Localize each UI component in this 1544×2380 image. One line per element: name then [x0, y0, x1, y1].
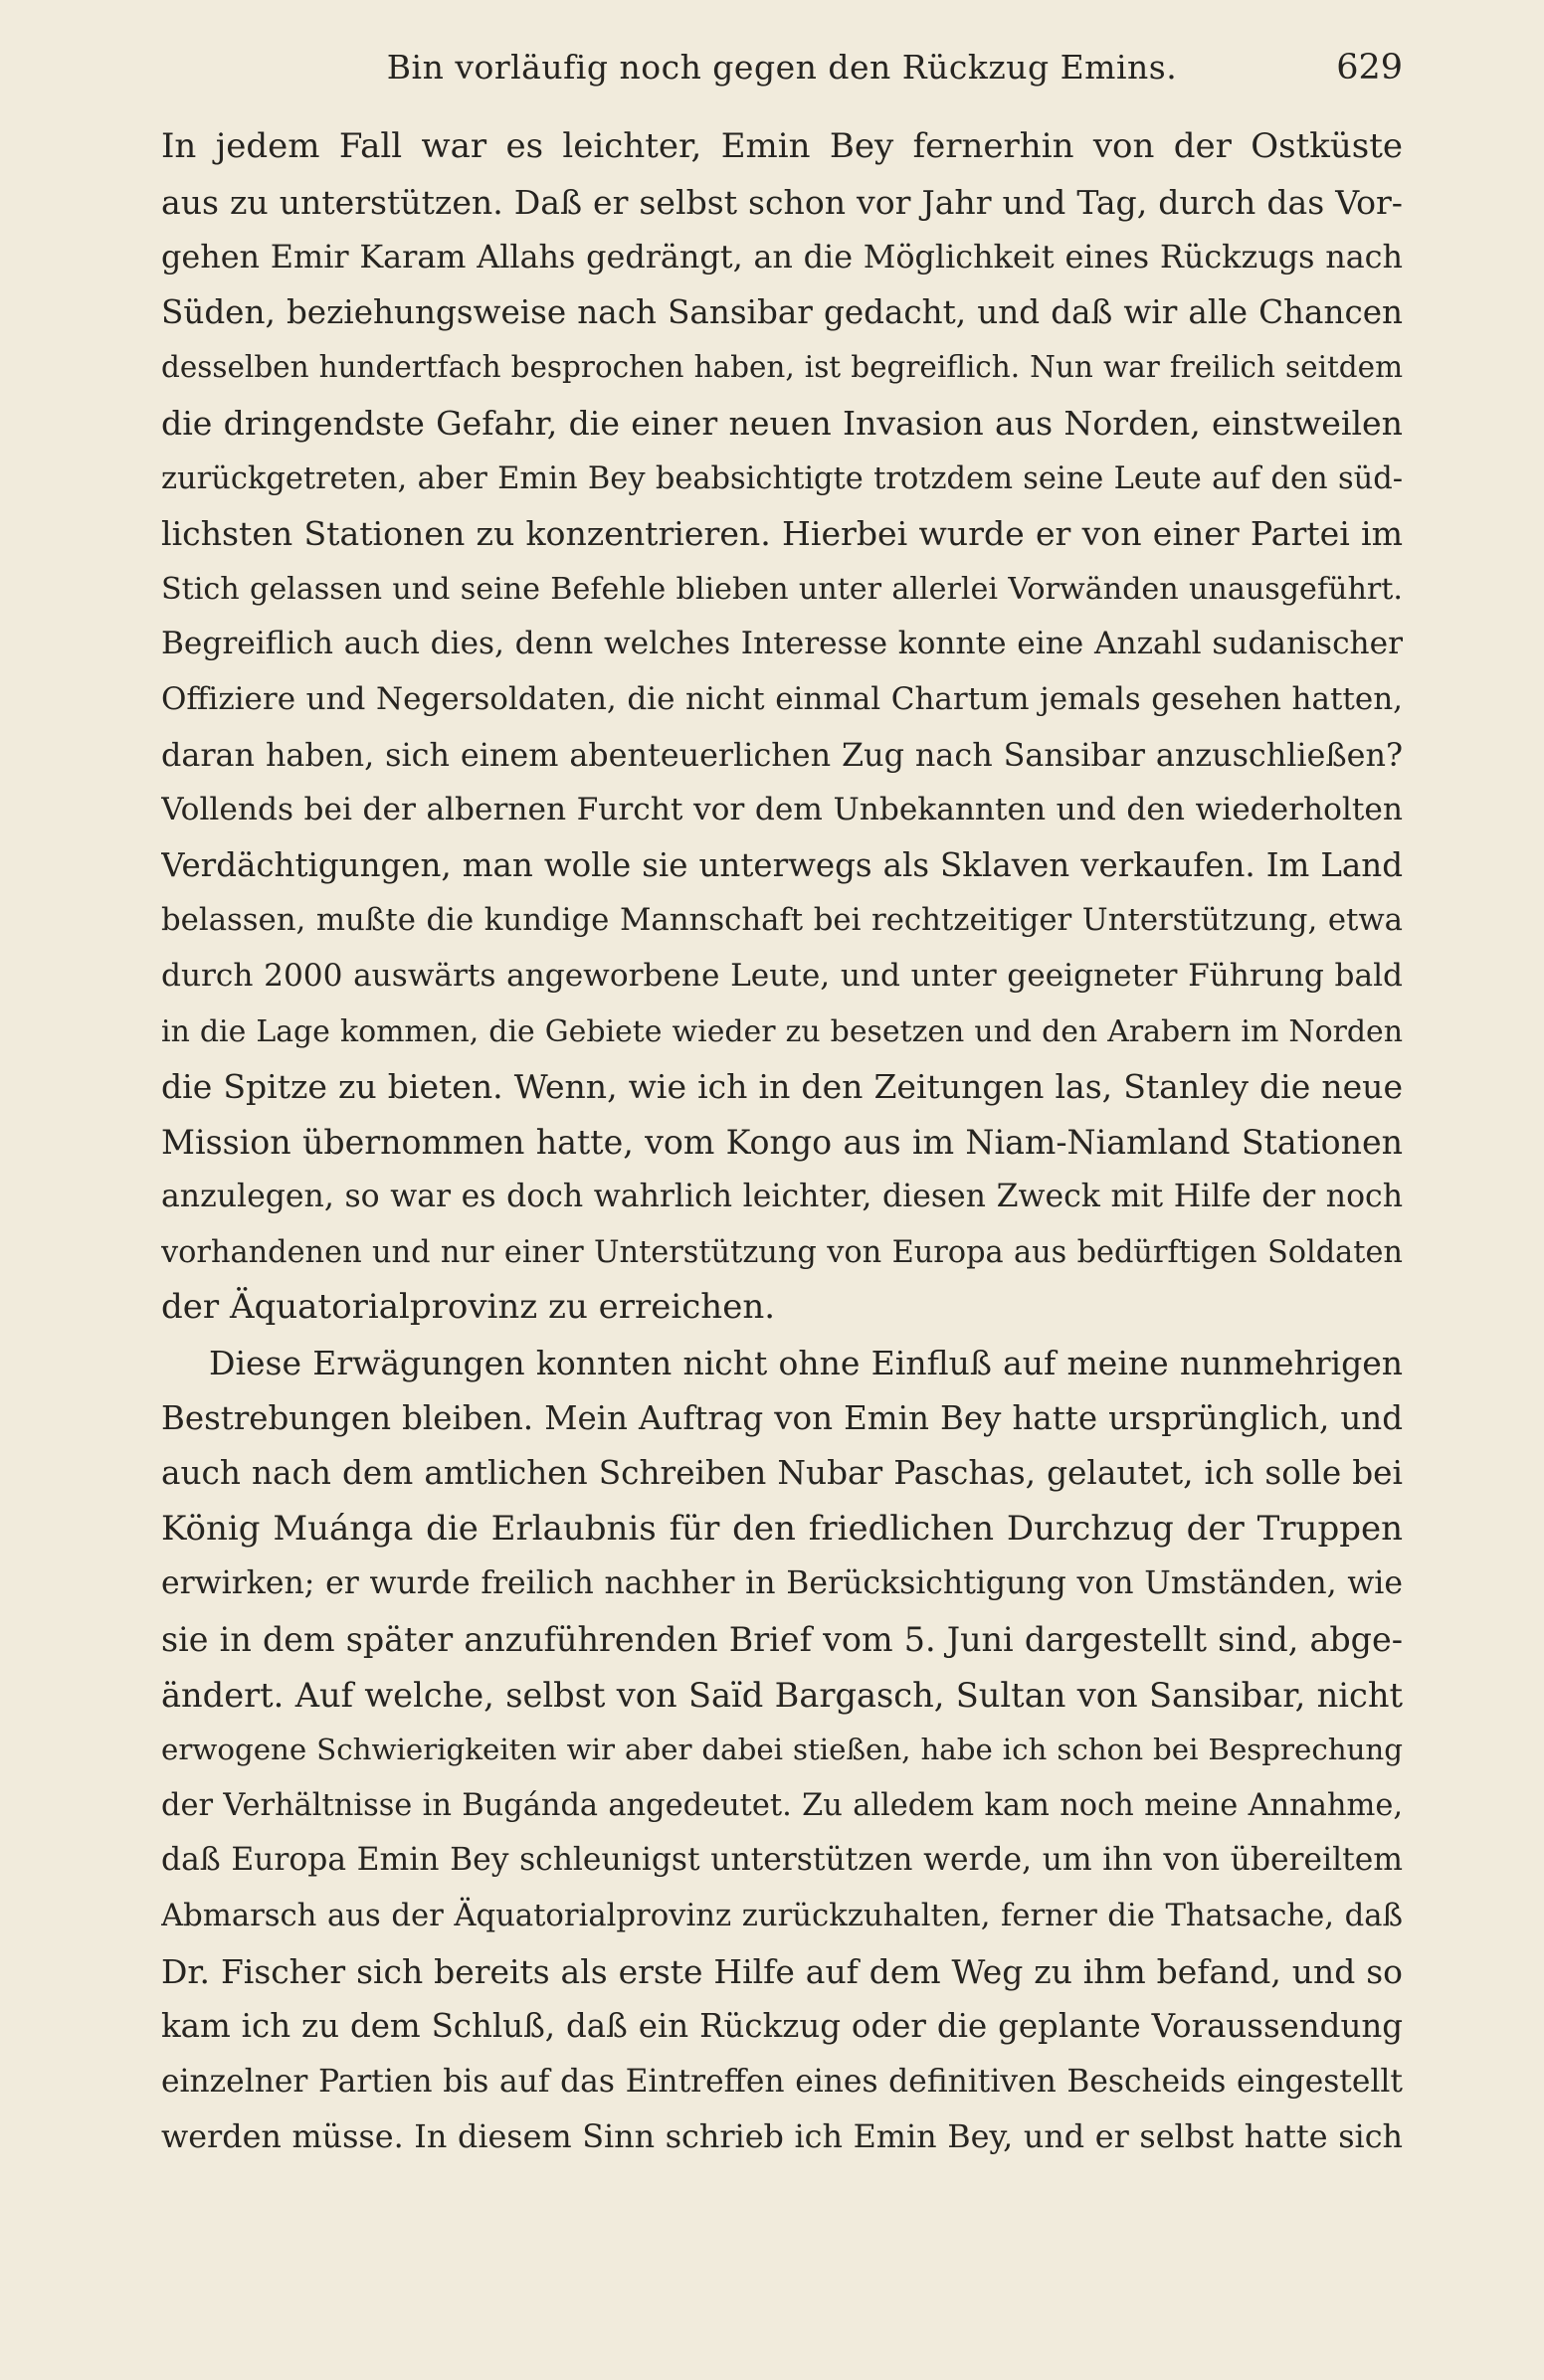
running-head: Bin vorläufig noch gegen den Rückzug Emins. — [386, 48, 1178, 87]
page-number: 629 — [1336, 48, 1403, 88]
text-line: desselben hundertfach besprochen haben, ist begreiflich. Nun war freilich seitdem — [161, 350, 1403, 385]
text-line: König Muánga die Erlaubnis für den friedlichen Durchzug der Truppen — [161, 1508, 1403, 1549]
text-line: Mission übernommen hatte, vom Kongo aus im Niam-Niamland Stationen — [161, 1122, 1403, 1162]
text-line: einzelner Partien bis auf das Eintreffen eines definitiven Bescheids eingestellt — [161, 2063, 1403, 2100]
text-line: sie in dem später anzuführenden Brief vom 5. Juni dargestellt sind, abge- — [161, 1620, 1403, 1660]
text-line: gehen Emir Karam Allahs gedrängt, an die Möglichkeit eines Rückzugs nach — [161, 238, 1403, 276]
text-line: daran haben, sich einem abenteuerlichen Zug nach Sansibar anzuschließen? — [161, 735, 1403, 774]
text-line: durch 2000 auswärts angeworbene Leute, und unter geeigneter Führung bald — [161, 957, 1403, 994]
text-line: Begreiflich auch dies, denn welches Interesse konnte eine Anzahl sudanischer — [161, 626, 1403, 662]
text-line: auch nach dem amtlichen Schreiben Nubar Paschas, gelautet, ich solle bei — [161, 1454, 1403, 1493]
text-line: Süden, beziehungsweise nach Sansibar gedacht, und daß wir alle Chancen — [161, 292, 1403, 331]
text-line: belassen, mußte die kundige Mannschaft bei rechtzeitiger Unterstützung, etwa — [161, 902, 1403, 939]
text-line: kam ich zu dem Schluß, daß ein Rückzug oder die geplante Voraussendung — [161, 2007, 1403, 2046]
text-line: vorhandenen und nur einer Unterstützung von Europa aus bedürftigen Soldaten — [161, 1234, 1403, 1270]
text-line: erwirken; er wurde freilich nachher in Berücksichtigung von Umständen, wie — [161, 1565, 1403, 1602]
text-line: daß Europa Emin Bey schleunigst unterstützen werde, um ihn von übereiltem — [161, 1842, 1403, 1879]
text-line: Vollends bei der albernen Furcht vor dem Unbekannten und den wiederholten — [161, 792, 1403, 828]
text-line: Stich gelassen und seine Befehle blieben unter allerlei Vorwänden unausgeführt. — [161, 571, 1403, 607]
text-line: Verdächtigungen, man wolle sie unterwegs als Sklaven verkaufen. Im Land — [161, 845, 1403, 884]
text-line: anzulegen, so war es doch wahrlich leichter, diesen Zweck mit Hilfe der noch — [161, 1179, 1403, 1215]
text-line: Dr. Fischer sich bereits als erste Hilfe auf dem Weg zu ihm befand, und so — [161, 1951, 1403, 1991]
text-line: aus zu unterstützen. Daß er selbst schon vor Jahr und Tag, durch das Vor- — [161, 182, 1403, 222]
text-line: Diese Erwägungen konnten nicht ohne Einfluß auf meine nunmehrigen — [209, 1344, 1403, 1383]
text-line: die dringendste Gefahr, die einer neuen Invasion aus Norden, einstweilen — [161, 403, 1403, 443]
text-line: der Verhältnisse in Bugánda angedeutet. Zu alledem kam noch meine Annahme, — [161, 1787, 1403, 1823]
text-line: Bestrebungen bleiben. Mein Auftrag von Emin Bey hatte ursprünglich, und — [161, 1398, 1403, 1437]
text-line: Offiziere und Negersoldaten, die nicht einmal Chartum jemals gesehen hatten, — [161, 680, 1403, 717]
text-line: zurückgetreten, aber Emin Bey beabsichtigte trotzdem seine Leute auf den süd- — [161, 460, 1403, 496]
text-line: lichsten Stationen zu konzentrieren. Hierbei wurde er von einer Partei im — [161, 514, 1403, 554]
text-line: der Äquatorialprovinz zu erreichen. — [161, 1287, 776, 1328]
page-header — [161, 48, 1403, 97]
text-line: ändert. Auf welche, selbst von Saïd Bargasch, Sultan von Sansibar, nicht — [161, 1675, 1403, 1715]
text-line: Abmarsch aus der Äquatorialprovinz zurückzuhalten, ferner die Thatsache, daß — [161, 1899, 1403, 1933]
text-line: erwogene Schwierigkeiten wir aber dabei stießen, habe ich schon bei Besprechung — [161, 1733, 1403, 1767]
text-line: die Spitze zu bieten. Wenn, wie ich in den Zeitungen las, Stanley die neue — [161, 1067, 1403, 1107]
text-line: in die Lage kommen, die Gebiete wieder zu besetzen und den Arabern im Norden — [161, 1013, 1403, 1049]
text-line: In jedem Fall war es leichter, Emin Bey fernerhin von der Ostküste — [161, 126, 1403, 166]
text-line: werden müsse. In diesem Sinn schrieb ich Emin Bey, und er selbst hatte sich — [161, 2118, 1403, 2156]
body-text — [161, 119, 1403, 2165]
